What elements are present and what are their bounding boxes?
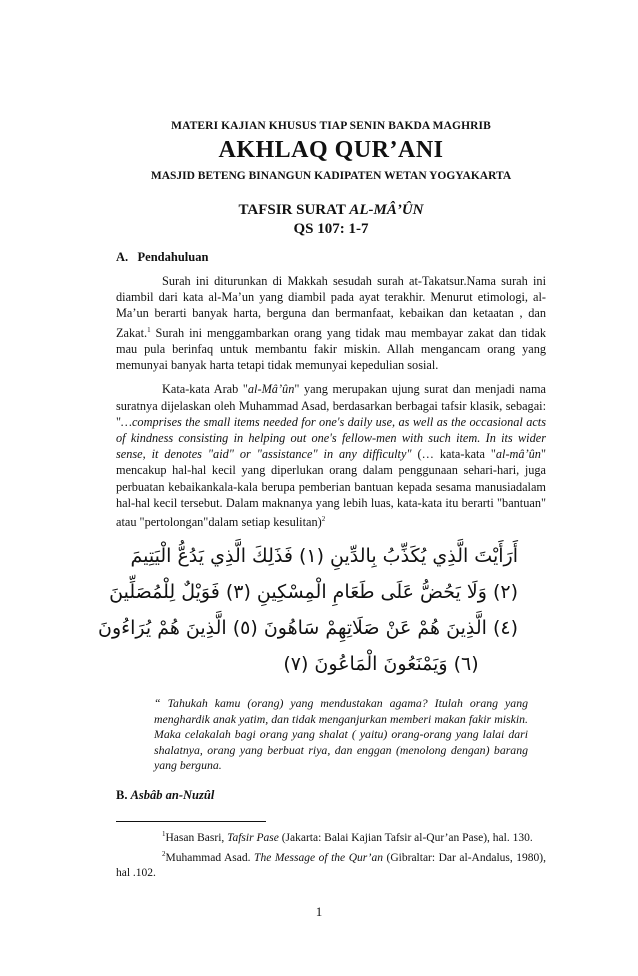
p2-d: …comprises the small items needed for one's daily use, as well as the occasional acts of kindness consisting in helping out one's fellow-men with such item. In its wider sense, it denotes "aid" or "assistance" in any difficulty" <box>116 414 546 462</box>
footnote-2-c: (Gibraltar: Dar al-Andalus, 1980), hal .102. <box>116 851 546 880</box>
paragraph-2 <box>116 381 546 530</box>
header-line-1: MATERI KAJIAN KHUSUS TIAP SENIN BAKDA MAGHRIB <box>171 120 491 132</box>
footnote-1-c: (Jakarta: Balai Kajian Tafsir al-Qur’an Pase), hal. 130. <box>278 831 533 844</box>
p2-c: " yang merupakan ujung surat dan menjadi nama suratnya dijelaskan oleh Muhammad Asad, berdasarkan berbagai tafsir klasik, sebagai: " <box>116 382 546 429</box>
footnote-ref-2: 2 <box>321 514 326 523</box>
header-title: AKHLAQ QUR’ANI <box>218 137 444 163</box>
surah-subtitle: QS 107: 1-7 <box>293 221 369 237</box>
footnote-2 <box>116 846 546 882</box>
p2-b: al-Mâ’ûn <box>247 382 295 397</box>
page-content <box>98 120 546 881</box>
p2-g: " mencakup hal-hal kecil yang diperlukan orang dalam penggunaan sehari-hari, juga perbuatan kebaikankala-kala berupa pemberian bantuan kepada sesama manusiadalam hal-hal kecil tersebut. Dalam maknanya yang lebih luas, kata-kata itu berarti "bantuan" atau "pertolongan"dalam setiap kesulitan) <box>116 447 546 530</box>
surah-title-prefix: TAFSIR SURAT <box>238 202 350 218</box>
arabic-line-4: (٦) وَيَمْنَعُونَ الْمَاعُونَ (٧) <box>283 653 479 676</box>
paragraph-1-text: Surah ini diturunkan di Makkah sesudah surah at-Takatsur.Nama surah ini diambil dari kata al-Ma’un yang diambil pada ayat terakhir. Menurut etimologi, al-Ma’un berarti banyak harta, berguna dan bermanfaat, kebaikan dan ketaatan , dan Zakat. <box>116 274 546 340</box>
arabic-line-3: (٤) الَّذِينَ هُمْ عَنْ صَلَاتِهِمْ سَاهُونَ (٥) الَّذِينَ هُمْ يُرَاءُونَ <box>98 617 518 640</box>
surah-title <box>116 202 546 219</box>
page-number: 1 <box>315 904 323 919</box>
arabic-verses <box>98 538 546 682</box>
footnote-ref-1: 1 <box>147 325 151 334</box>
footnote-2-b: The Message of the Qur’an <box>254 851 383 864</box>
translation-quote: “ Tahukah kamu (orang) yang mendustakan agama? Itulah orang yang menghardik anak yatim, dan tidak menganjurkan memberi makan fakir miskin. Maka celakalah bagi orang yang shalat ( yaitu) orang-orang yang lalai dari shalatnya, orang yang berbuat riya, dan enggan (menolong dengan) barang yang berguna. <box>154 696 528 773</box>
footnote-1 <box>116 826 546 846</box>
section-b-title: Asbâb an-Nuzûl <box>130 787 215 802</box>
p2-e: (… kata-kata " <box>411 447 496 462</box>
footnote-1-a: Hasan Basri, <box>165 831 228 844</box>
section-a-heading: A. Pendahuluan <box>116 250 209 264</box>
footnote-separator <box>116 821 266 822</box>
p2-a: Kata-kata Arab " <box>162 382 248 397</box>
footnote-1-number: 1 <box>162 829 166 838</box>
section-b-heading <box>116 788 546 803</box>
header-line-3: MASJID BETENG BINANGUN KADIPATEN WETAN YOGYAKARTA <box>150 170 512 182</box>
arabic-line-1: أَرَأَيْتَ الَّذِي يُكَذِّبُ بِالدِّينِ (١) فَذَلِكَ الَّذِي يَدُعُّ الْيَتِيمَ <box>130 545 518 568</box>
paragraph-1 <box>116 273 546 373</box>
footnote-1-b: Tafsir Pase <box>227 831 279 844</box>
surah-title-italic: AL-MÂ’ÛN <box>349 202 424 218</box>
p2-f: al-mâ’ûn <box>495 447 541 462</box>
footnote-2-number: 2 <box>162 849 166 858</box>
arabic-line-2: (٢) وَلَا يَحُضُّ عَلَى طَعَامِ الْمِسْكِينِ (٣) فَوَيْلٌ لِلْمُصَلِّينَ <box>109 581 518 604</box>
section-b-prefix: B. <box>116 787 131 802</box>
paragraph-1-tail: Surah ini menggambarkan orang yang tidak mau membayar zakat dan tidak mau pula berinfaq untuk membantu fakir miskin. Allah mengancam orang yang memunyai banyak harta tetapi tidak memunyai kepedulian sosial. <box>116 325 546 373</box>
footnote-2-a: Muhammad Asad. <box>165 851 255 864</box>
